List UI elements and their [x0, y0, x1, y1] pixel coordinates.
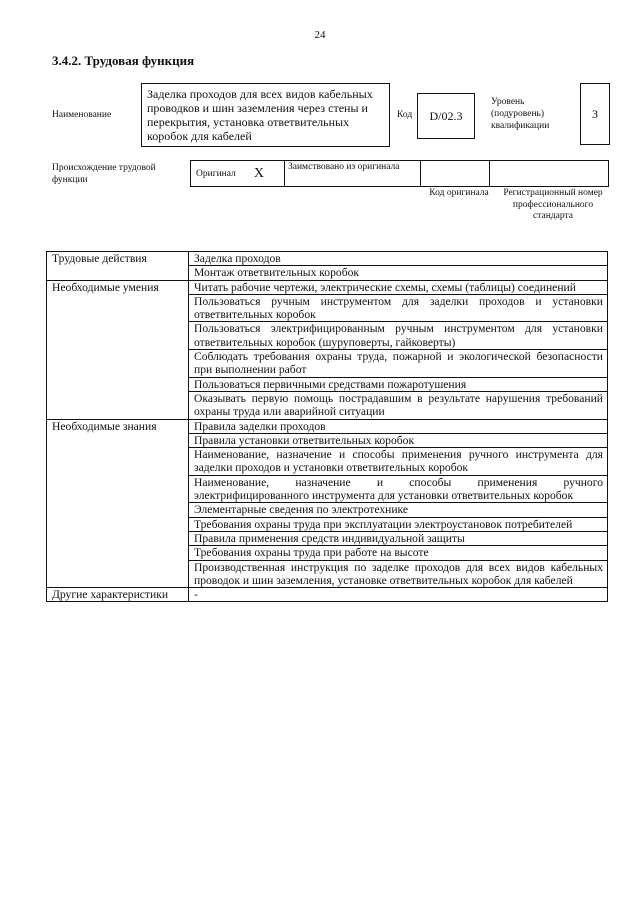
page-number: 24 [314, 29, 326, 41]
borrowed-label: Заимствовано из оригинала [288, 162, 400, 172]
borrowed-cell [284, 160, 421, 187]
table-row [47, 280, 608, 294]
section-item-cell: Правила установки ответвительных коробок [189, 433, 608, 447]
function-name-box [141, 83, 390, 147]
origin-row [190, 160, 610, 187]
name-label: Наименование [52, 110, 112, 120]
original-mark: X [253, 165, 264, 181]
code-box [417, 93, 475, 139]
section-title-cell: Необходимые умения [47, 280, 189, 419]
origin-label: Происхождение трудовой функции [52, 163, 156, 185]
reg-caption: Регистрационный номер профессионального стандарта [503, 188, 603, 221]
section-item-cell: Монтаж ответвительных коробок [189, 266, 608, 280]
reg-number-cell [489, 160, 609, 187]
level-box [580, 83, 610, 145]
original-code-cell [420, 160, 490, 187]
section-item-cell: Пользоваться ручным инструментом для заделки проходов и установки ответвительных коробок [189, 294, 608, 322]
section-item-cell: Элементарные сведения по электротехнике [189, 503, 608, 517]
original-label: Оригинал [196, 168, 236, 179]
section-item-cell: Оказывать первую помощь пострадавшим в результате нарушения требований охраны труда или аварийной ситуации [189, 391, 608, 419]
section-item-cell: Наименование, назначение и способы применения ручного электрифицированного инструмента для установки ответвительных коробок [189, 475, 608, 503]
section-item-cell: Пользоваться первичными средствами пожаротушения [189, 377, 608, 391]
table-row [47, 252, 608, 266]
section-item-cell: Соблюдать требования охраны труда, пожарной и экологической безопасности при выполнении работ [189, 350, 608, 378]
section-item-cell: Требования охраны труда при эксплуатации электроустановок потребителей [189, 517, 608, 531]
section-item-cell: Правила применения средств индивидуальной защиты [189, 531, 608, 545]
section-item-cell: Требования охраны труда при работе на высоте [189, 546, 608, 560]
function-table-body [47, 252, 608, 602]
original-cell [190, 160, 285, 187]
function-name-value: Заделка проходов для всех видов кабельных проводков и шин заземления через стены и перекрытия, установка ответвительных коробок для кабелей [147, 87, 373, 143]
section-item-cell: - [189, 588, 608, 602]
code-value: D/02.3 [429, 108, 463, 123]
section-item-cell: Наименование, назначение и способы применения ручного инструмента для заделки проходов и установки ответвительных коробок [189, 448, 608, 476]
code-label: Код [397, 110, 413, 120]
section-item-cell: Производственная инструкция по заделке проходов для всех видов кабельных проводок и шин заземления, установке ответвительных коробок для кабелей [189, 560, 608, 588]
level-value: 3 [592, 106, 598, 121]
section-title-cell: Трудовые действия [47, 252, 189, 281]
section-title-cell: Другие характеристики [47, 588, 189, 602]
section-item-cell: Правила заделки проходов [189, 419, 608, 433]
level-label: Уровень (подуровень) квалификации [491, 97, 550, 131]
table-row [47, 588, 608, 602]
section-item-cell: Заделка проходов [189, 252, 608, 266]
table-row [47, 419, 608, 433]
function-table [46, 251, 608, 602]
code-caption: Код оригинала [429, 188, 489, 198]
section-item-cell: Пользоваться электрифицированным ручным инструментом для установки ответвительных коробок (шуруповерты, гайковерты) [189, 322, 608, 350]
section-title: 3.4.2. Трудовая функция [52, 53, 195, 68]
section-title-cell: Необходимые знания [47, 419, 189, 588]
section-item-cell: Читать рабочие чертежи, электрические схемы, схемы (таблицы) соединений [189, 280, 608, 294]
